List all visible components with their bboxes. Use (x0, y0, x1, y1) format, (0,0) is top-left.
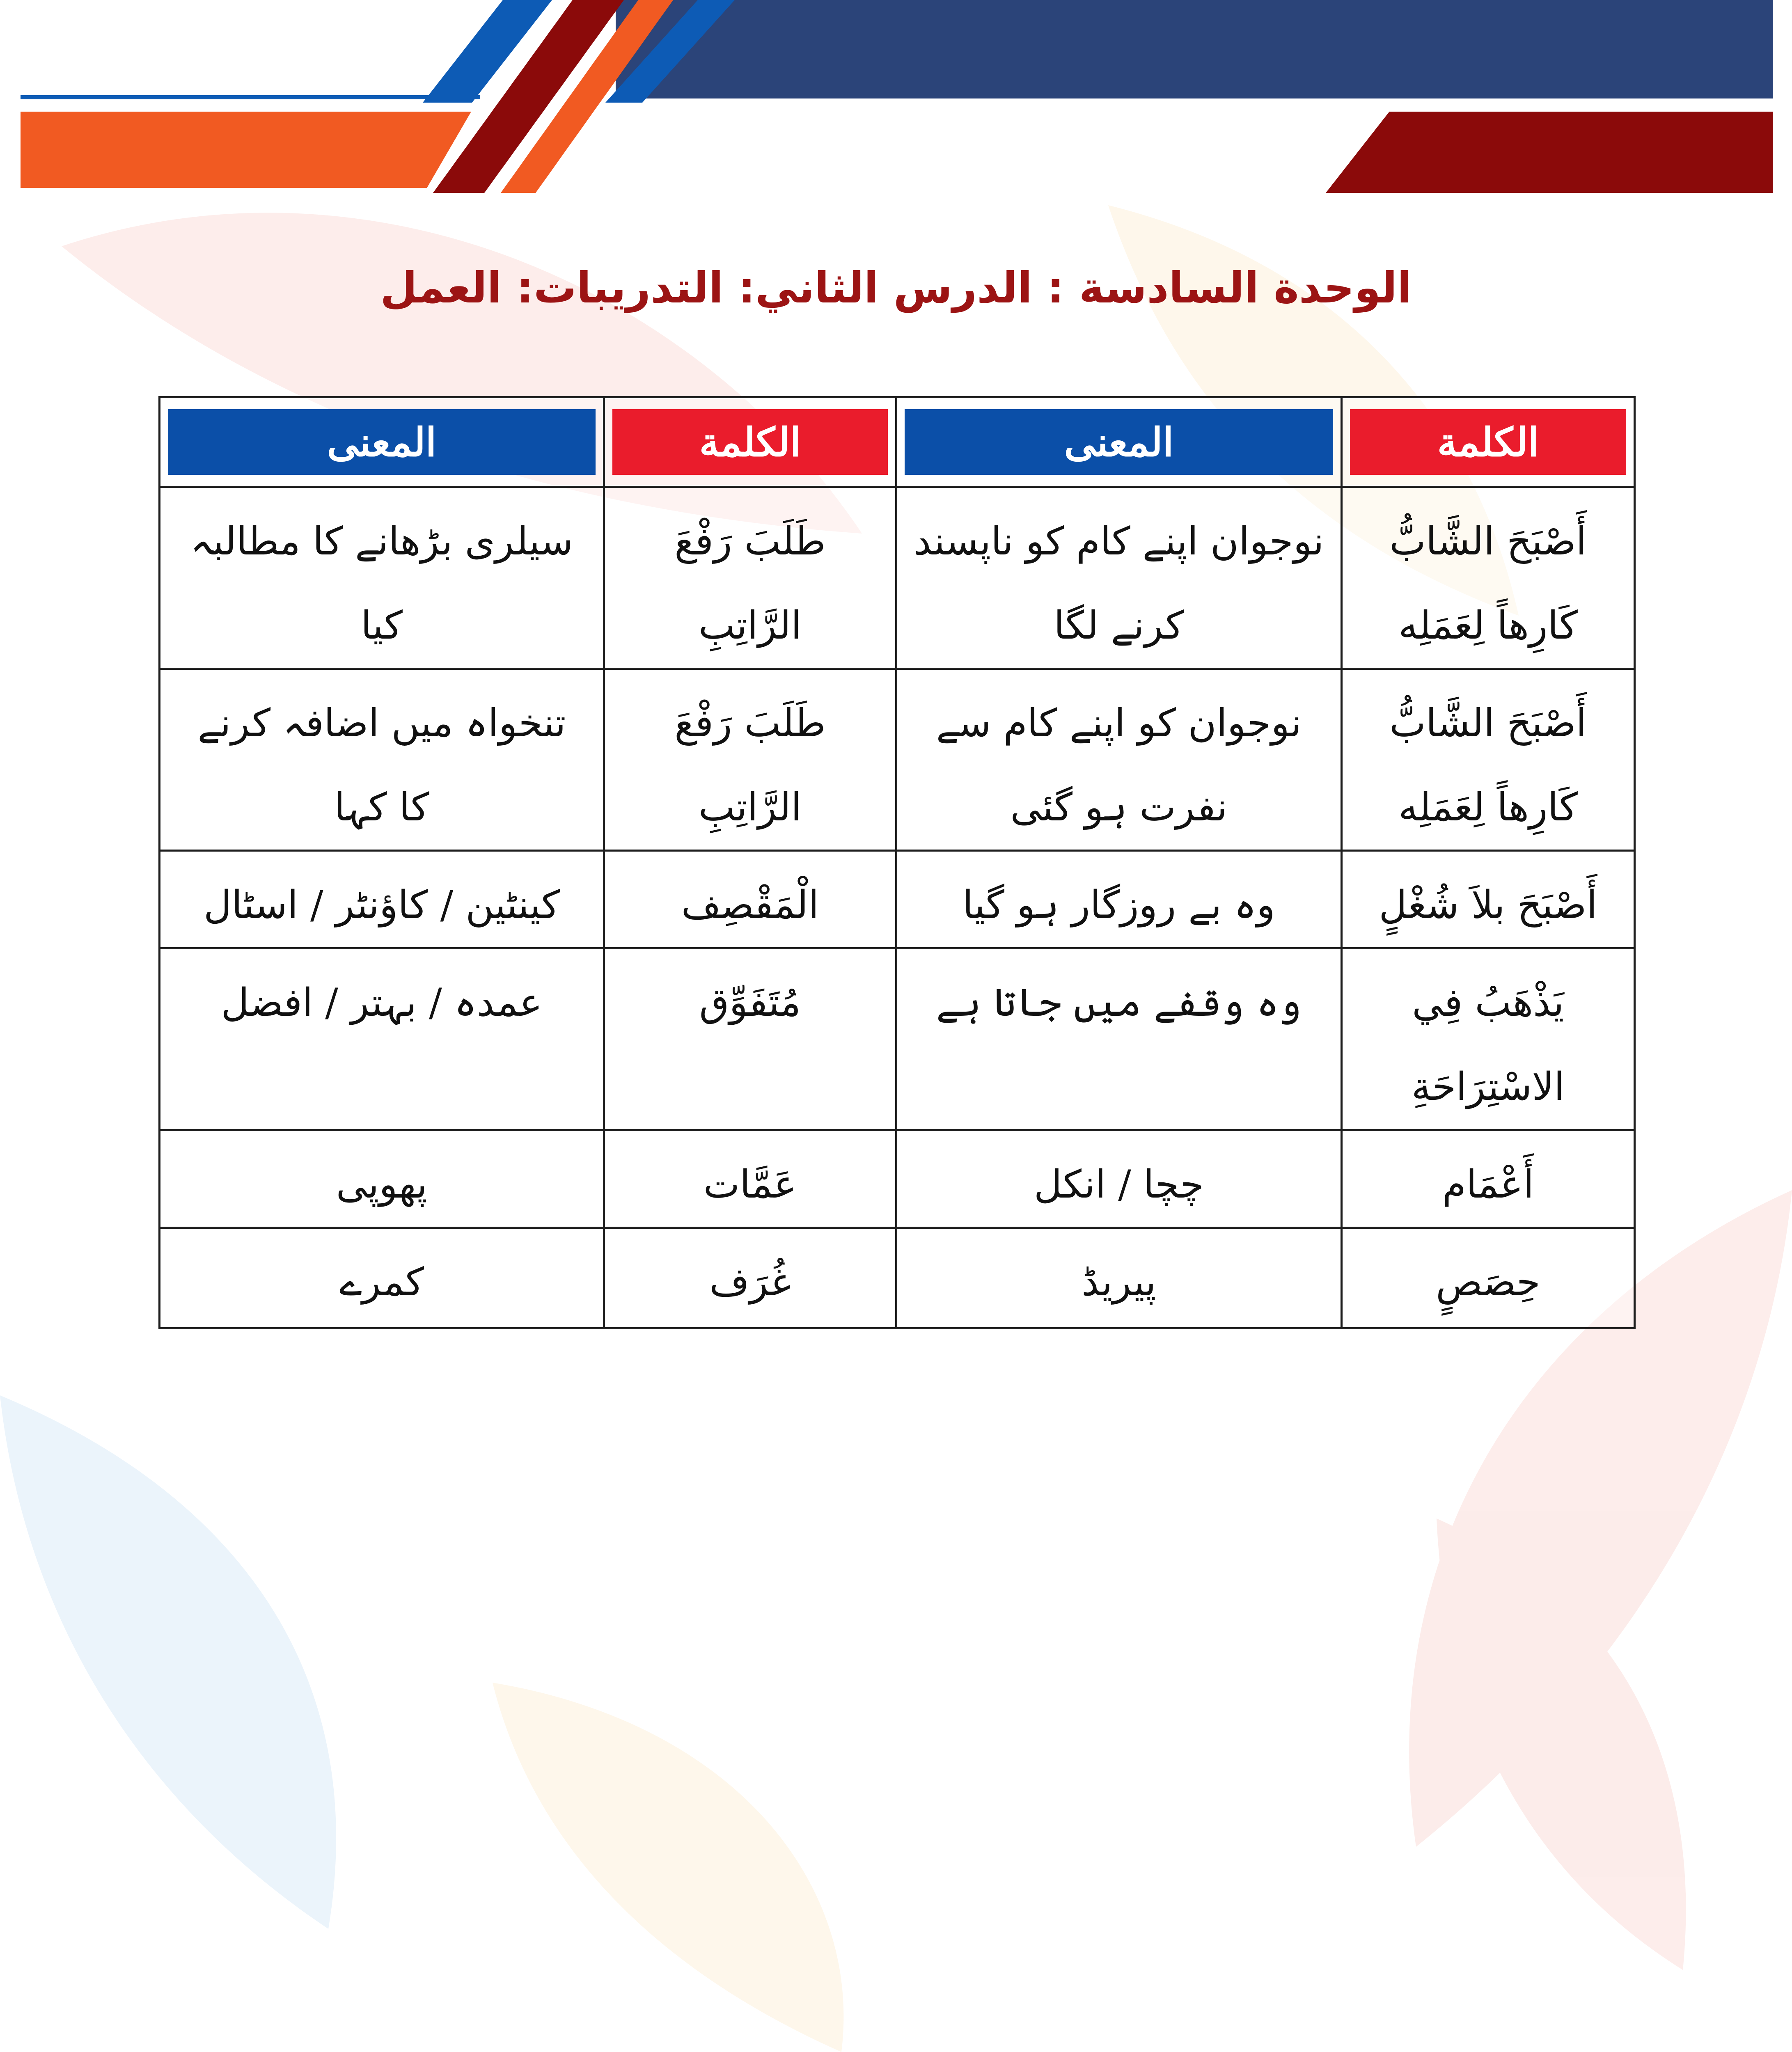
meaning-cell (896, 669, 1342, 851)
word-cell (604, 669, 896, 851)
header-cell (160, 397, 604, 487)
word-cell (1342, 948, 1635, 1130)
word-cell (604, 948, 896, 1130)
table-row (160, 1130, 1635, 1228)
arabic-word: أَصْبَحَ الشَّابُّ كَارِهاً لِعَمَلِه (1389, 519, 1587, 648)
meaning-cell (896, 1228, 1342, 1328)
meaning-cell (896, 851, 1342, 948)
header-word: الكلمة (1350, 409, 1626, 475)
arabic-word: غُرَف (709, 1260, 791, 1305)
urdu-meaning: سیلری بڑھانے کا مطالبہ کیا (190, 519, 573, 648)
meaning-cell (160, 1228, 604, 1328)
urdu-meaning: چچا / انکل (1033, 1162, 1204, 1207)
urdu-meaning: پیریڈ (1082, 1260, 1156, 1305)
word-cell (604, 1228, 896, 1328)
meaning-cell (160, 948, 604, 1130)
arabic-word: يَذْهَبُ فِي الاسْتِرَاحَةِ (1411, 980, 1565, 1109)
arabic-word: أَصْبَحَ الشَّابُّ كَارِهاً لِعَمَلِه (1389, 701, 1587, 830)
meaning-cell (160, 1130, 604, 1228)
table-row (160, 669, 1635, 851)
meaning-cell (160, 851, 604, 948)
word-cell (604, 487, 896, 669)
header-navy-band (616, 0, 1773, 98)
table-row (160, 948, 1635, 1130)
word-cell (1342, 487, 1635, 669)
urdu-meaning: نوجوان اپنے کام کو ناپسند کرنے لگا (914, 519, 1324, 648)
word-cell (1342, 1228, 1635, 1328)
meaning-cell (160, 669, 604, 851)
urdu-meaning: کینٹین / کاؤنٹر / اسٹال (204, 883, 560, 928)
arabic-word: عَمَّات (703, 1162, 797, 1207)
word-cell (1342, 669, 1635, 851)
header-cell (1342, 397, 1635, 487)
arabic-word: طَلَبَ رَفْعَ الرَّاتِبِ (674, 519, 826, 648)
table-row (160, 851, 1635, 948)
header-word: الكلمة (612, 409, 888, 475)
header-cell (604, 397, 896, 487)
header-meaning: المعنى (168, 409, 596, 475)
header-orange-bar (21, 112, 471, 188)
word-cell (604, 1130, 896, 1228)
word-cell (1342, 1130, 1635, 1228)
header-blue-line (21, 95, 480, 99)
meaning-cell (896, 948, 1342, 1130)
page-title: الوحدة السادسة : الدرس الثاني: التدريبات: العمل (380, 263, 1412, 313)
urdu-meaning: عمدہ / بہتر / افضل (221, 980, 543, 1025)
arabic-word: مُتَفَوِّق (699, 980, 801, 1025)
urdu-meaning: نوجوان کو اپنے کام سے نفرت ہو گئی (936, 701, 1302, 830)
table-row (160, 1228, 1635, 1328)
urdu-meaning: تنخواہ میں اضافہ کرنے کا کہا (197, 701, 566, 830)
arabic-word: الْمَقْصِف (681, 883, 819, 928)
arabic-word: أَصْبَحَ بلاَ شُغْلٍ (1379, 883, 1597, 928)
arabic-word: أَعْمَام (1442, 1162, 1534, 1207)
word-cell (604, 851, 896, 948)
meaning-cell (896, 1130, 1342, 1228)
arabic-word: طَلَبَ رَفْعَ الرَّاتِبِ (674, 701, 826, 830)
meaning-cell (896, 487, 1342, 669)
urdu-meaning: وہ وقفے میں جاتا ہے (936, 980, 1302, 1025)
vocabulary-table (158, 396, 1636, 1329)
header-cell (896, 397, 1342, 487)
table-header-row (160, 397, 1635, 487)
header-maroon-bar (1326, 112, 1773, 193)
word-cell (1342, 851, 1635, 948)
urdu-meaning: پھوپی (336, 1162, 428, 1207)
urdu-meaning: وہ بے روزگار ہو گیا (962, 883, 1275, 928)
arabic-word: حِصَصٍ (1436, 1260, 1540, 1305)
header-meaning: المعنى (905, 409, 1333, 475)
urdu-meaning: کمرے (339, 1260, 424, 1305)
table-row (160, 487, 1635, 669)
meaning-cell (160, 487, 604, 669)
